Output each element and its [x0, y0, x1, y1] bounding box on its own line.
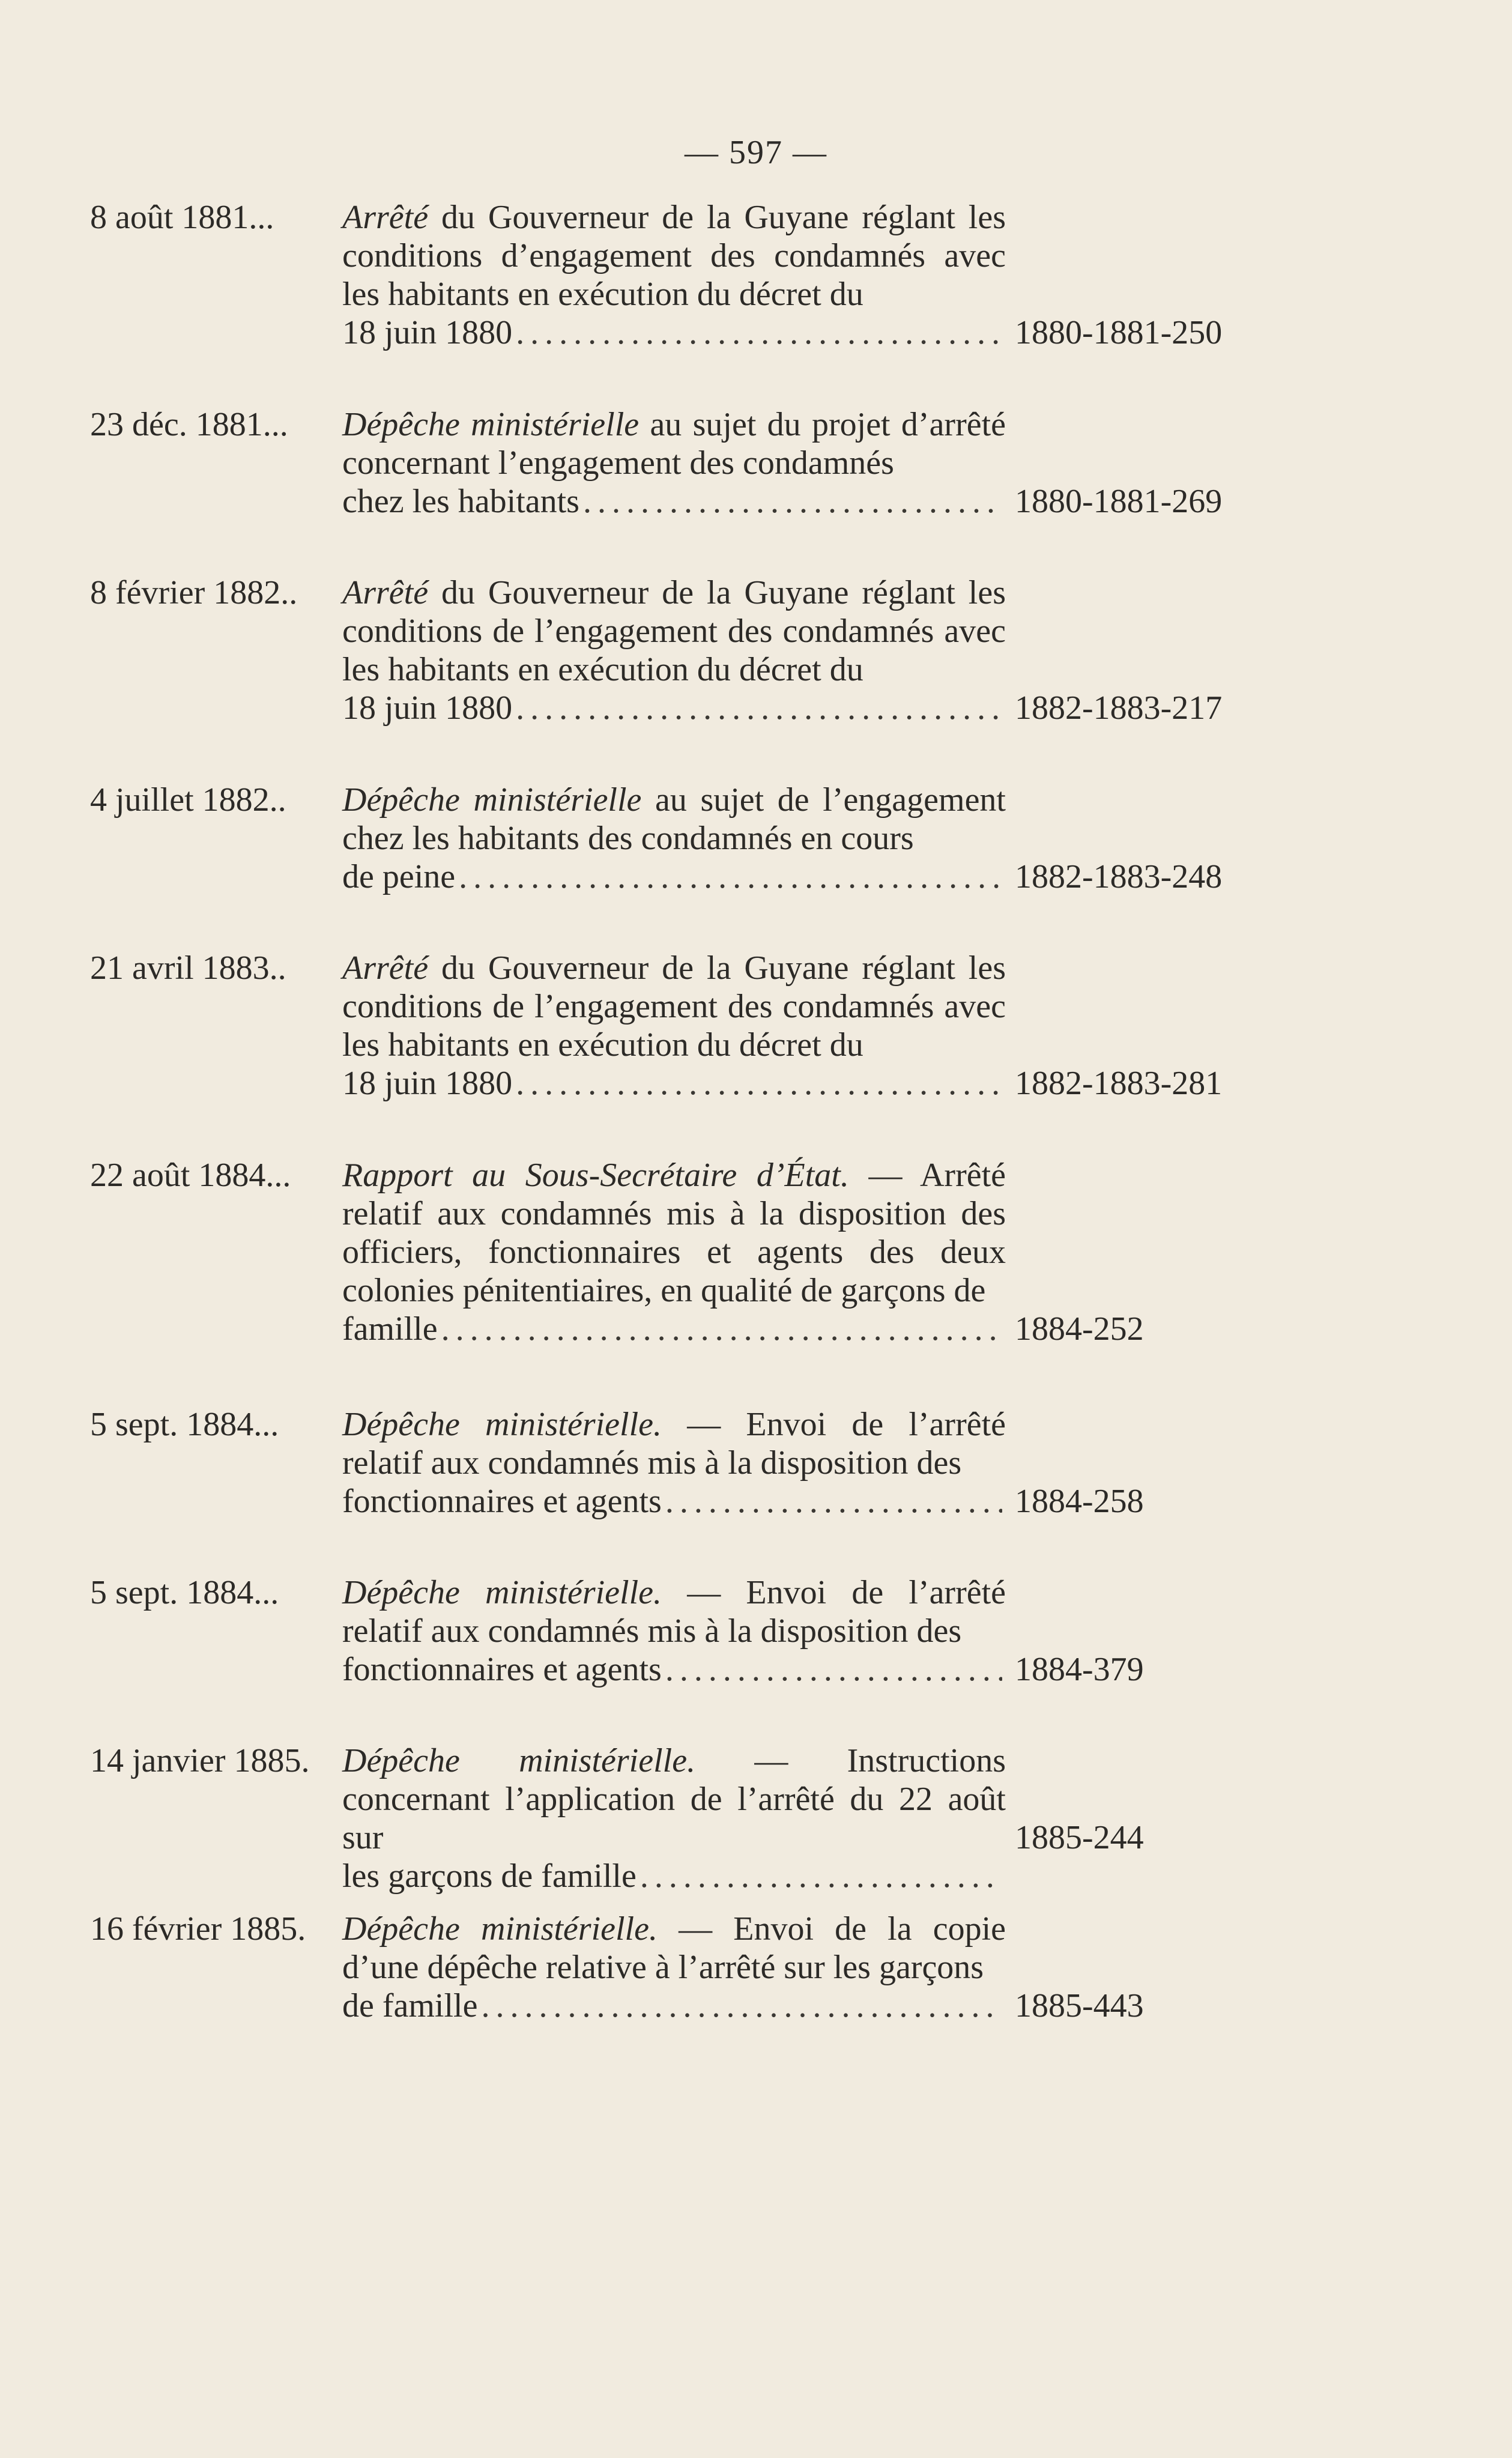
entry-description — [342, 1405, 1006, 1521]
entry-date: 8 août 1881... — [90, 199, 274, 236]
entry-last-line: famille — [342, 1310, 438, 1348]
entry-body: du Gouverneur de la Guyane réglant les conditions d’engagement des condamnés avec les habitants en exécution du décret du — [342, 199, 1006, 313]
dot-leader — [516, 1064, 1002, 1103]
entry-description — [342, 1156, 1006, 1348]
entry-last-line: de peine — [342, 858, 456, 895]
entry-last-line: chez les habitants — [342, 483, 579, 520]
entry-body: au sujet de l’engagement chez les habitants des condamnés en cours — [342, 781, 1006, 857]
dot-leader — [516, 313, 1002, 352]
entry-reference: 1880-1881-269 — [1015, 483, 1223, 520]
entry-lead: Dépêche ministérielle — [342, 781, 642, 819]
dot-leader — [583, 482, 1002, 521]
page-number: — 597 — — [685, 134, 827, 171]
dot-leader — [665, 1482, 1002, 1521]
entry-reference: 1882-1883-248 — [1015, 858, 1223, 895]
entry-body: — Envoi de l’arrêté relatif aux condamnés mis à la disposition des — [342, 1406, 1006, 1482]
entry-reference: 1884-252 — [1015, 1310, 1144, 1348]
entry-reference: 1880-1881-250 — [1015, 314, 1223, 351]
entry-reference: 1882-1883-217 — [1015, 689, 1223, 727]
entry-body: au sujet du projet d’arrêté concernant l’engagement des condamnés — [342, 406, 1006, 482]
entry-last-line: fonctionnaires et agents — [342, 1651, 662, 1688]
entry-date: 4 juillet 1882.. — [90, 781, 286, 819]
entry-date: 5 sept. 1884... — [90, 1574, 279, 1611]
entry-reference: 1885-443 — [1015, 1987, 1144, 2024]
entry-last-line: 18 juin 1880 — [342, 314, 513, 351]
entry-description — [342, 405, 1006, 521]
dot-leader — [441, 1310, 1002, 1348]
entry-date: 14 janvier 1885. — [90, 1742, 310, 1779]
entry-date: 8 février 1882.. — [90, 574, 298, 611]
entry-lead: Dépêche ministérielle. — [342, 1406, 662, 1443]
entry-last-line: de famille — [342, 1987, 478, 2024]
entry-body: — Envoi de la copie d’une dépêche relative à l’arrêté sur les garçons — [342, 1910, 1006, 1986]
entry-lead: Dépêche ministérielle. — [342, 1742, 696, 1779]
dot-leader — [640, 1857, 1002, 1895]
entry-date: 21 avril 1883.. — [90, 949, 286, 987]
entry-lead: Rapport au Sous-Secrétaire d’État. — [342, 1157, 849, 1194]
entry-description — [342, 1910, 1006, 2025]
entry-date: 16 février 1885. — [90, 1910, 306, 1948]
entry-body: — Instructions concernant l’application de l’arrêté du 22 août sur — [342, 1742, 1006, 1856]
entry-lead: Dépêche ministérielle. — [342, 1910, 658, 1948]
entry-last-line: 18 juin 1880 — [342, 689, 513, 727]
entry-reference: 1885-244 — [1015, 1819, 1144, 1856]
entry-body: — Envoi de l’arrêté relatif aux condamnés mis à la disposition des — [342, 1574, 1006, 1650]
entry-lead: Dépêche ministérielle — [342, 406, 640, 443]
entry-lead: Arrêté — [342, 199, 429, 236]
entry-body: — Arrêté relatif aux condamnés mis à la disposition des officiers, fonctionnaires et agents des deux colonies pénitentiaires, en qualité de garçons de — [342, 1157, 1006, 1309]
entry-lead: Arrêté — [342, 574, 429, 611]
dot-leader — [459, 858, 1002, 896]
entry-description — [342, 1742, 1006, 1895]
dot-leader — [516, 689, 1002, 727]
entry-last-line: les garçons de famille — [342, 1857, 637, 1895]
entry-description — [342, 574, 1006, 727]
entry-reference: 1884-258 — [1015, 1483, 1144, 1520]
entry-description — [342, 949, 1006, 1103]
entry-body: du Gouverneur de la Guyane réglant les conditions de l’engagement des condamnés avec les habitants en exécution du décret du — [342, 949, 1006, 1064]
entry-description — [342, 781, 1006, 896]
entry-date: 5 sept. 1884... — [90, 1406, 279, 1443]
entry-reference: 1882-1883-281 — [1015, 1065, 1223, 1102]
dot-leader — [481, 1987, 1002, 2025]
entry-date: 23 déc. 1881... — [90, 406, 288, 443]
entry-last-line: 18 juin 1880 — [342, 1065, 513, 1102]
entry-last-line: fonctionnaires et agents — [342, 1483, 662, 1520]
dot-leader — [665, 1650, 1002, 1689]
entry-reference: 1884-379 — [1015, 1651, 1144, 1688]
entry-description — [342, 1573, 1006, 1689]
entry-lead: Dépêche ministérielle. — [342, 1574, 662, 1611]
entry-date: 22 août 1884... — [90, 1157, 291, 1194]
entry-description — [342, 198, 1006, 352]
entry-body: du Gouverneur de la Guyane réglant les conditions de l’engagement des condamnés avec les habitants en exécution du décret du — [342, 574, 1006, 688]
entry-lead: Arrêté — [342, 949, 429, 987]
